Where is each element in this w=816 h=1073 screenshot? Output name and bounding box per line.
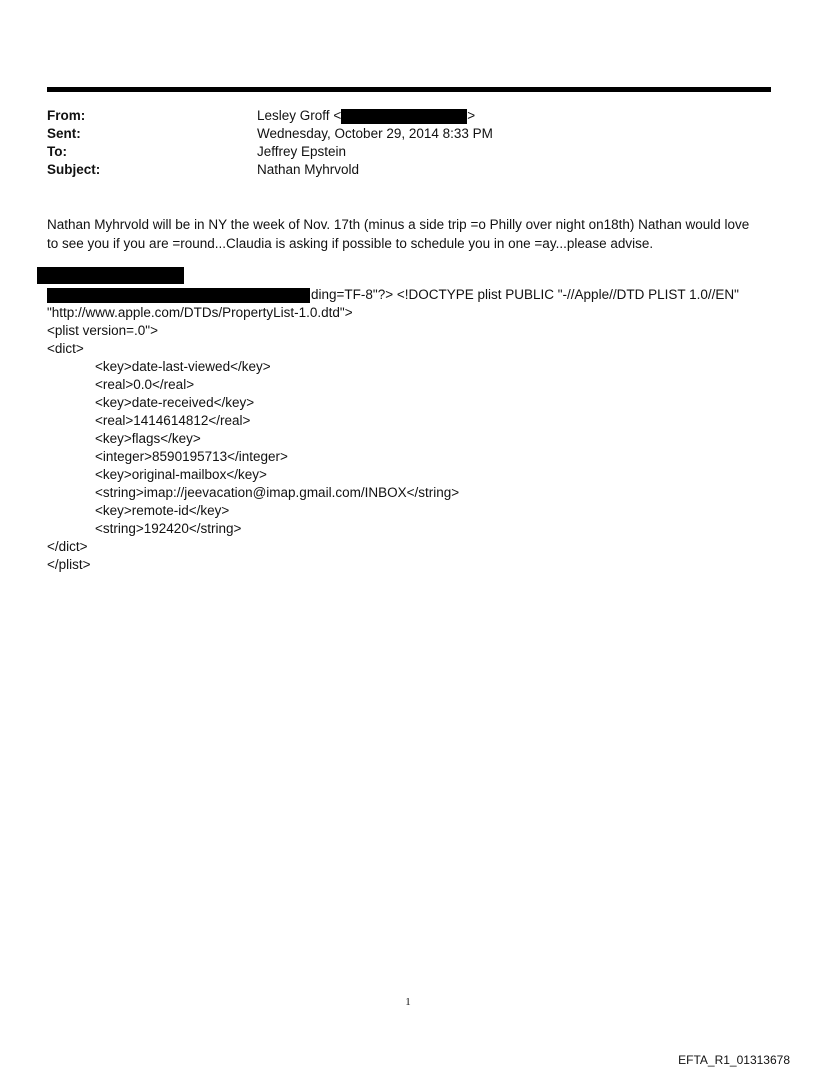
subject-value: Nathan Myhrvold <box>257 162 360 177</box>
redaction-block <box>341 109 467 124</box>
plist-entry: <string>192420</string> <box>95 521 242 536</box>
plist-line: </dict> <box>47 539 88 554</box>
bates-number: EFTA_R1_01313678 <box>678 1053 790 1067</box>
plist-entry: <integer>8590195713</integer> <box>95 449 288 464</box>
redaction-block <box>37 267 184 284</box>
plist-entry: <key>remote-id</key> <box>95 503 230 518</box>
header-rule <box>47 87 771 92</box>
plist-entry: <key>original-mailbox</key> <box>95 467 267 482</box>
sent-value: Wednesday, October 29, 2014 8:33 PM <box>257 126 493 141</box>
from-name: Lesley Groff <box>257 108 330 123</box>
plist-line: <plist version=.0"> <box>47 323 158 338</box>
sent-label: Sent: <box>47 126 81 141</box>
plist-line: "http://www.apple.com/DTDs/PropertyList-1.0.dtd"> <box>47 305 353 320</box>
plist-entry: <key>date-last-viewed</key> <box>95 359 271 374</box>
from-bracket-close: > <box>467 108 476 123</box>
to-label: To: <box>47 144 67 159</box>
plist-entry: <key>flags</key> <box>95 431 201 446</box>
message-body <box>47 215 777 253</box>
redaction-block <box>47 288 310 303</box>
from-bracket-open: < <box>333 108 342 123</box>
plist-entry: <real>0.0</real> <box>95 377 195 392</box>
plist-line: </plist> <box>47 557 91 572</box>
plist-entry: <string>imap://jeevacation@imap.gmail.com/INBOX</string> <box>95 485 460 500</box>
page-number: 1 <box>405 996 411 1008</box>
plist-line: <dict> <box>47 341 84 356</box>
plist-entry: <key>date-received</key> <box>95 395 255 410</box>
body-line: Nathan Myhrvold will be in NY the week of Nov. 17th (minus a side trip =o Philly over night on18th) Nathan would love <box>47 217 750 232</box>
plist-text: ding=TF-8"?> <!DOCTYPE plist PUBLIC "-//Apple//DTD PLIST 1.0//EN" <box>311 287 739 302</box>
plist-entry: <real>1414614812</real> <box>95 413 251 428</box>
from-value <box>257 107 475 125</box>
plist-line <box>47 286 739 304</box>
from-label: From: <box>47 108 86 123</box>
to-value: Jeffrey Epstein <box>257 144 347 159</box>
subject-label: Subject: <box>47 162 101 177</box>
body-line: to see you if you are =round...Claudia is asking if possible to schedule you in one =ay...please advise. <box>47 236 654 251</box>
